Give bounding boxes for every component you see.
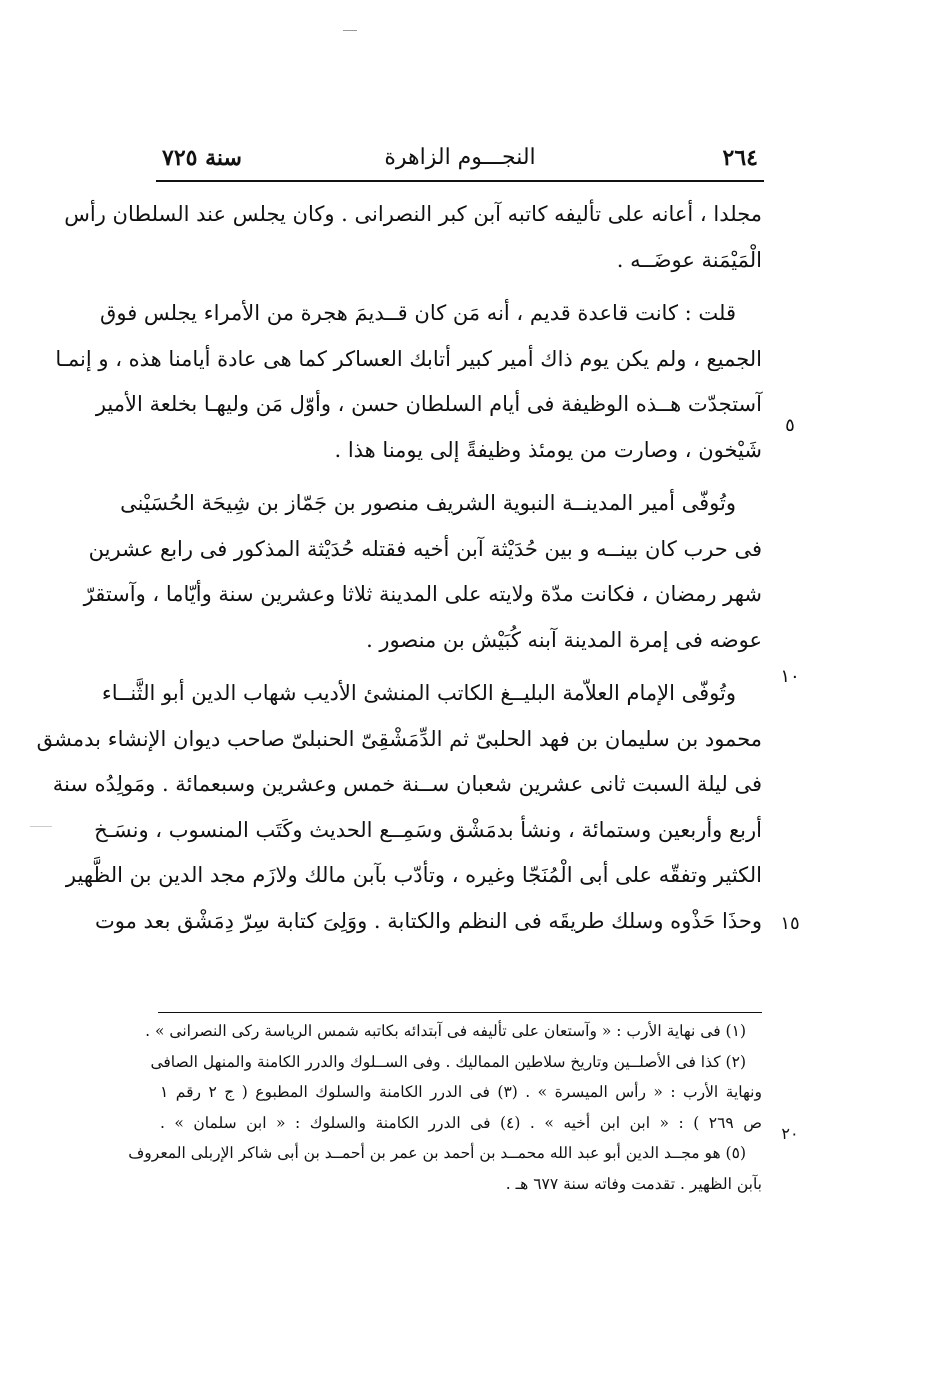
text-line: الكثير وتفقّه على أبى الْمُنَجّا وغيره ، وتأدّب بآبن مالك ولازَم مجد الدين بن الظَّهير xyxy=(65,863,762,887)
text-line: مجلدا ، أعانه على تأليفه كاتبه آبن كبر النصرانى . وكان يجلس عند السلطان رأس xyxy=(64,202,762,226)
footnote-rule xyxy=(158,1012,762,1013)
header-rule xyxy=(156,180,764,182)
line-number-20: ٢٠ xyxy=(781,1124,799,1143)
text-line: الجميع ، ولم يكن يوم ذاك أمير كبير أتابك العساكر كما هى عادة أيامنا هذه ، و إنمـا xyxy=(55,346,762,371)
text-line: وتُوفّى الإمام العلاّمة البليــغ الكاتب المنشئ الأديب شهاب الدين أبو الثَّنــاء xyxy=(101,681,736,705)
text-line: شهر رمضان ، فكانت مدّة ولايته على المدينة ثلاثا وعشرين سنة وأيّاما ، وآستقرّ xyxy=(83,582,762,606)
text-line: الْمَيْمَنة عوضَــه . xyxy=(616,247,762,272)
running-header xyxy=(160,140,760,176)
text-line: شَيْخون ، وصارت من يومئذ وظيفةً إلى يومنا هذا . xyxy=(334,437,762,462)
page-number: ٢٦٤ xyxy=(722,145,758,171)
line-number-10: ١٠ xyxy=(780,666,800,687)
scan-speck xyxy=(343,30,357,31)
footnote-line: ص ٢٦٩ ) : « ابن ابن أخيه » . (٤) فى الدرر الكامنة والسلوك : « ابن سلمان » . xyxy=(160,1113,762,1132)
footnote-line: بآبن الظهير . تقدمت وفاته سنة ٦٧٧ هـ . xyxy=(505,1174,762,1193)
footnote-line: (٢) كذا فى الأصلــين وتاريخ سلاطين المماليك . وفى الســلوك والدرر الكامنة والمنهل الصافى xyxy=(150,1052,746,1071)
line-number-15: ١٥ xyxy=(780,913,800,934)
text-line: وتُوفّى أمير المدينــة النبوية الشريف منصور بن جَمّاز بن شِيحَة الحُسَيْنى xyxy=(120,491,736,515)
text-line: فى ليلة السبت ثانى عشرين شعبان ســنة خمس وعشرين وسبعمائة . ومَولِدُه سنة xyxy=(52,772,762,796)
text-line: فى حرب كان بينــه و بين حُدَيْثة آبن أخيه فقتله حُدَيْثة المذكور فى رابع عشرين xyxy=(88,536,762,561)
text-line: عوضه فى إمرة المدينة آبنه كُبَيْش بن منصور . xyxy=(366,627,762,652)
text-line: قلت : كانت قاعدة قديم ، أنه مَن كان قــديمَ هجرة من الأمراء يجلس فوق xyxy=(100,301,736,325)
footnote-line: ونهاية الأرب : « رأس الميسرة » . (٣) فى الدرر الكامنة والسلوك المطبوع ( ج ٢ رقم ١ xyxy=(160,1083,762,1101)
scan-speck xyxy=(30,826,52,827)
text-line: أربع وأربعين وستمائة ، ونشأ بدمَشْق وسَمِــع الحديث وكَتَب المنسوب ، ونسَـخ xyxy=(94,817,762,842)
text-line: محمود بن سليمان بن فهد الحلبىّ ثم الدِّمَشْقِىّ الحنبلىّ صاحب ديوان الإنشاء بدمشق xyxy=(36,726,762,751)
text-line: وحذَا حَذْوه وسلك طريقَه فى النظم والكتابة . ووَلِىَ كتابة سِرّ دِمَشْق بعد موت xyxy=(94,908,762,933)
footnote-line: (١) فى نهاية الأرب : « وآستعان على تأليفه فى آبتدائه بكاتبه شمس الرياسة ركى النصرانى » . xyxy=(145,1022,746,1040)
main-text xyxy=(36,192,762,944)
footnote-line: (٥) هو مجــد الدين أبو عبد الله محمــد بن أحمد بن عمر بن أحمــد بن أبى شاكر الإربلى المعروف xyxy=(128,1144,746,1162)
footnotes xyxy=(128,1016,762,1199)
year-heading: سنة ٧٢٥ xyxy=(162,145,242,171)
text-line: آستجدّت هــذه الوظيفة فى أيام السلطان حسن ، وأوّل مَن وليهـا بخلعة الأمير xyxy=(95,392,762,416)
book-title: النجـــوم الزاهرة xyxy=(384,145,536,170)
line-number-5: ٥ xyxy=(785,415,795,436)
